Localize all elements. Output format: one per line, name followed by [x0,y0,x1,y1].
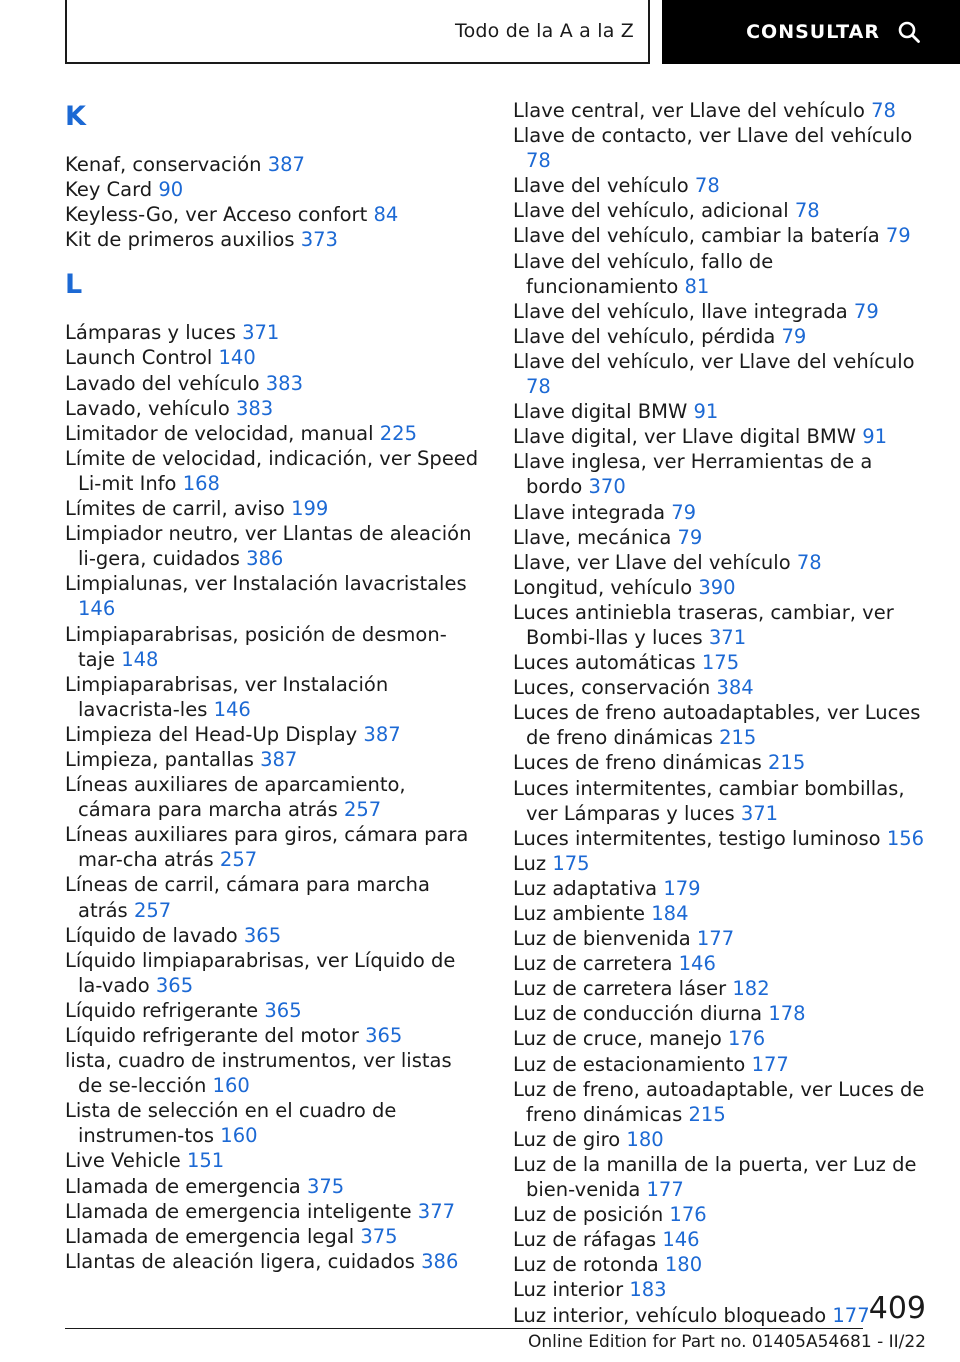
index-entry-text: Limpieza, pantallas [65,747,254,771]
index-page-link[interactable]: 257 [133,898,172,922]
index-entry-text: Líquido refrigerante del motor [65,1024,359,1047]
index-entry [513,901,928,926]
tab-consultar-label: CONSULTAR [746,21,880,43]
index-entry-text: Líneas de carril, cámara para marcha atrás [65,873,430,922]
index-entry-text: Luz de conducción diurna [513,1002,763,1026]
index-page-link[interactable]: 383 [265,371,303,395]
index-entry [65,421,480,446]
tab-todo-az[interactable] [65,0,650,64]
index-entry [65,622,480,672]
index-page-link[interactable]: 175 [552,851,590,875]
index-entry-text: Llave, mecánica [513,525,672,549]
index-entry-text: Llave integrada [513,500,666,524]
index-entry [513,525,928,550]
index-entry [65,822,480,872]
index-page-link[interactable]: 146 [662,1228,700,1252]
index-entry [65,446,480,496]
index-page-link[interactable]: 371 [242,321,280,345]
index-entry-text: Limpiador neutro, ver Llantas de aleación li-gera, cuidados [65,522,472,571]
index-entry [513,98,928,123]
index-page-link[interactable]: 386 [421,1249,459,1273]
index-page-link[interactable]: 178 [768,1002,806,1026]
index-entry-text: Limpiaparabrisas, posición de desmon-taje [65,622,447,671]
index-page-link[interactable]: 375 [360,1224,398,1248]
index-entry-text: Luz de cruce, manejo [513,1027,722,1051]
index-entry [65,1249,480,1274]
index-entry [513,826,928,851]
index-entry-text: Llave, ver Llave del vehículo [513,550,791,574]
index-entry [65,1148,480,1173]
index-page-link[interactable]: 371 [708,625,747,649]
index-page-link[interactable]: 168 [182,471,220,495]
index-entry [65,747,480,772]
index-entry [513,1252,928,1277]
index-entry-text: Luz interior, vehículo bloqueado [513,1303,827,1327]
index-entry-text: Llave del vehículo, fallo de funcionamiento [513,249,774,298]
index-entry [513,500,928,525]
index-entry [65,1098,480,1148]
index-page-link[interactable]: 176 [669,1203,707,1227]
index-page-link[interactable]: 182 [732,977,770,1001]
index-entry-text: Launch Control [65,346,213,370]
index-page-link[interactable]: 384 [716,676,754,700]
index-entry-text: Lavado, vehículo [65,396,230,420]
index-entry [513,173,928,198]
index-page-link[interactable]: 148 [121,647,159,671]
index-entry-text: Limpieza del Head-Up Display [65,722,358,746]
index-entry [65,1199,480,1224]
index-entry-text: Lavado del vehículo [65,371,260,395]
index-entry [65,948,480,998]
index-page-link[interactable]: 387 [267,153,305,176]
index-entry-text: Líquido de lavado [65,923,238,947]
index-entry-text: Llave del vehículo, cambiar la batería [513,224,880,248]
index-page-link[interactable]: 365 [365,1024,403,1047]
index-page-link[interactable]: 375 [306,1174,345,1198]
index-entry [513,424,928,449]
index-entry-text: Luces automáticas [513,651,696,675]
index-entry [65,1174,480,1199]
index-entry-text: Luces de freno autoadaptables, ver Luces de freno dinámicas [513,701,921,750]
index-page-link[interactable]: 177 [646,1178,684,1202]
index-entry [513,976,928,1001]
tab-consultar[interactable] [662,0,960,64]
index-page-link[interactable]: 90 [158,178,184,202]
index-entry [65,998,480,1023]
index-page-link[interactable]: 78 [526,375,551,399]
index-page-link[interactable]: 199 [291,497,329,521]
index-entry [513,198,928,223]
index-page-link[interactable]: 156 [886,826,925,850]
index-entry-text: Llamada de emergencia legal [65,1224,355,1248]
index-entry [65,496,480,521]
index-entry-text: Key Card [65,178,153,202]
index-page-link[interactable]: 177 [832,1303,870,1327]
index-entry [65,227,480,252]
index-page-link[interactable]: 177 [696,927,735,951]
tab-todo-az-label: Todo de la A a la Z [455,20,634,42]
index-entry-text: Líneas auxiliares de aparcamiento, cámara para marcha atrás [65,773,406,822]
index-page-link[interactable]: 373 [300,228,338,252]
index-page-link[interactable]: 78 [794,199,820,223]
index-page-link[interactable]: 176 [727,1027,766,1051]
footer-divider [65,1328,863,1329]
index-entry [513,876,928,901]
index-entry-text: Luz [513,851,547,875]
index-entry-text: Kit de primeros auxilios [65,228,295,252]
index-page-link[interactable]: 177 [751,1052,789,1076]
index-entry-text: Luz de bienvenida [513,927,691,951]
index-entry-text: Luz adaptativa [513,876,658,900]
index-entry [65,320,480,345]
index-page-link[interactable]: 383 [235,396,274,420]
index-entry [513,550,928,575]
index-entry-text: Limpiaparabrisas, ver Instalación lavacrista-les [65,672,389,721]
index-entry [513,1127,928,1152]
index-page-link[interactable]: 225 [379,421,417,445]
index-entry-text: Luces de freno dinámicas [513,751,762,775]
page-number: 409 [868,1291,926,1326]
index-entry [513,449,928,499]
index-entry-text: Llave digital, ver Llave digital BMW [513,425,856,449]
index-entry-text: Llave del vehículo, adicional [513,199,789,223]
index-entry-text: Lista de selección en el cuadro de instrumen-tos [65,1099,397,1148]
index-entry [513,575,928,600]
index-page-link[interactable]: 79 [671,500,697,524]
index-entry [513,1227,928,1252]
index-entry [513,299,928,324]
index-page-link[interactable]: 179 [663,876,701,900]
index-page-link[interactable]: 151 [186,1149,225,1173]
index-page-link[interactable]: 365 [243,923,282,947]
index-entry [513,399,928,424]
index-entry [513,1026,928,1051]
index-entry-text: Límite de velocidad, indicación, ver Speed Li-mit Info [65,446,479,495]
index-entry-text: Kenaf, conservación [65,153,262,176]
index-entry [65,521,480,571]
index-entry [65,202,480,227]
index-page-link[interactable]: 84 [373,203,399,227]
index-entry [513,951,928,976]
index-entry-text: Llave del vehículo, pérdida [513,324,776,348]
index-column-right [513,98,928,1328]
index-entry [513,249,928,299]
index-page-link[interactable]: 91 [693,400,719,424]
footer-edition: Online Edition for Part no. 01405A54681 - II/22 [527,1332,926,1352]
section-letter: K [65,101,86,132]
index-entry [513,926,928,951]
index-entry [513,750,928,775]
index-page-link[interactable]: 81 [684,274,710,298]
index-entry-text: Luz de estacionamiento [513,1052,746,1076]
index-page-link[interactable]: 370 [588,475,626,499]
index-entry [65,923,480,948]
index-entry-text: Luz ambiente [513,902,646,925]
index-entry-text: Limitador de velocidad, manual [65,421,374,445]
index-page-link[interactable]: 146 [678,952,716,976]
index-entry [65,1023,480,1048]
index-entry [65,571,480,621]
index-page-link[interactable]: 377 [417,1199,456,1223]
index-entry [513,349,928,399]
index-page-link[interactable]: 180 [664,1253,703,1277]
index-page-link[interactable]: 387 [363,722,401,746]
index-column-left [65,98,480,1274]
index-entry [65,371,480,396]
index-entry-text: Luz de freno, autoadaptable, ver Luces de freno dinámicas [513,1077,925,1126]
index-entry [65,772,480,822]
index-page-link[interactable]: 183 [629,1278,667,1302]
index-entry-text: Llantas de aleación ligera, cuidados [65,1249,415,1273]
index-entry [513,223,928,248]
index-entry [65,177,480,202]
index-entry [65,396,480,421]
index-page-link[interactable]: 160 [220,1124,258,1148]
index-page-link[interactable]: 79 [781,324,807,348]
index-page-link[interactable]: 184 [651,902,689,925]
index-entry [513,776,928,826]
index-entry-text: Líquido refrigerante [65,998,259,1022]
index-entry-text: Llave del vehículo, llave integrada [513,299,848,323]
index-page-link[interactable]: 386 [246,547,284,571]
index-entry [513,675,928,700]
index-page-link[interactable]: 365 [264,998,302,1022]
index-page-link[interactable]: 79 [853,299,879,323]
index-entry [513,1001,928,1026]
section-letter: L [65,269,83,301]
index-entry-text: Luces antiniebla traseras, cambiar, ver Bombi-llas y luces [513,600,894,649]
index-page-link[interactable]: 387 [260,747,298,771]
index-entry [513,1077,928,1127]
index-entry-text: Llave inglesa, ver Herramientas de a bordo [513,450,873,499]
index-page-link[interactable]: 215 [719,726,757,750]
index-entry [513,1152,928,1202]
index-entry-text: Limpialunas, ver Instalación lavacristales [65,572,467,596]
index-page-link[interactable]: 146 [213,697,251,721]
index-entry [65,872,480,922]
index-page-link[interactable]: 78 [871,99,896,122]
index-entry [65,1224,480,1249]
index-page-link[interactable]: 257 [219,848,258,872]
index-entry [513,1052,928,1077]
index-entry-text: Luz de posición [513,1203,664,1227]
index-entry-text: Llave digital BMW [513,400,688,424]
index-entry-text: Llamada de emergencia [65,1174,301,1198]
index-page-link[interactable]: 365 [155,973,194,997]
index-entry-text: Live Vehicle [65,1149,181,1173]
index-entry [513,324,928,349]
index-entry-text: Luces intermitentes, cambiar bombillas, ver Lámparas y luces [513,776,905,825]
index-entry-text: Luz interior [513,1278,624,1302]
index-entry [513,851,928,876]
index-entry-text: Líneas auxiliares para giros, cámara para mar-cha atrás [65,823,469,872]
index-page-link[interactable]: 79 [885,224,911,248]
index-entry [65,722,480,747]
index-entry [65,152,480,177]
index-entry-text: lista, cuadro de instrumentos, ver listas de se-lección [65,1049,452,1098]
index-entry-text: Lámparas y luces [65,321,236,345]
index-entry-text: Llave del vehículo, ver Llave del vehículo [513,349,915,373]
index-page-link[interactable]: 91 [862,425,888,449]
index-entry-text: Luces intermitentes, testigo luminoso [513,826,881,850]
index-entry [65,345,480,370]
index-entry-text: Llave de contacto, ver Llave del vehículo [513,124,913,148]
index-entry-text: Luces, conservación [513,676,711,700]
index-entry-text: Luz de carretera láser [513,977,727,1001]
index-entry [65,672,480,722]
index-page-link[interactable]: 160 [212,1074,250,1098]
index-page-link[interactable]: 371 [740,801,779,825]
index-entry-text: Luz de carretera [513,952,673,976]
index-page-link[interactable]: 175 [701,651,740,675]
search-icon [898,21,920,43]
index-entry [513,1202,928,1227]
index-page-link[interactable]: 390 [698,575,736,599]
index-entry-text: Luz de ráfagas [513,1228,657,1252]
index-page-link[interactable]: 78 [694,174,720,198]
index-page-link[interactable]: 215 [688,1102,726,1126]
index-entry-text: Keyless-Go, ver Acceso confort [65,203,368,227]
index-page-link[interactable]: 215 [768,751,806,775]
index-page-link[interactable]: 180 [626,1127,664,1151]
index-entry-text: Llave del vehículo [513,174,689,198]
index-page-link[interactable]: 257 [343,798,382,822]
index-entry-text: Líquido limpiaparabrisas, ver Líquido de la-vado [65,948,456,997]
index-entry-text: Longitud, vehículo [513,575,693,599]
index-entry [513,123,928,173]
index-entry [513,600,928,650]
index-page-link[interactable]: 140 [218,346,256,370]
index-entry-text: Límites de carril, aviso [65,497,285,521]
index-entry [513,1277,928,1302]
index-entry [513,650,928,675]
index-page-link[interactable]: 79 [677,525,703,549]
index-entry-text: Luz de rotonda [513,1253,659,1277]
index-entry [513,700,928,750]
index-entry [513,1303,928,1328]
index-entry [65,1048,480,1098]
index-entry-text: Llave central, ver Llave del vehículo [513,99,865,122]
index-page-link[interactable]: 78 [526,149,551,173]
index-entry-text: Llamada de emergencia inteligente [65,1199,412,1223]
index-page-link[interactable]: 78 [796,550,822,574]
index-entry-text: Luz de la manilla de la puerta, ver Luz de bien-venida [513,1152,917,1202]
index-entry-text: Luz de giro [513,1127,621,1151]
index-page-link[interactable]: 146 [78,597,116,621]
